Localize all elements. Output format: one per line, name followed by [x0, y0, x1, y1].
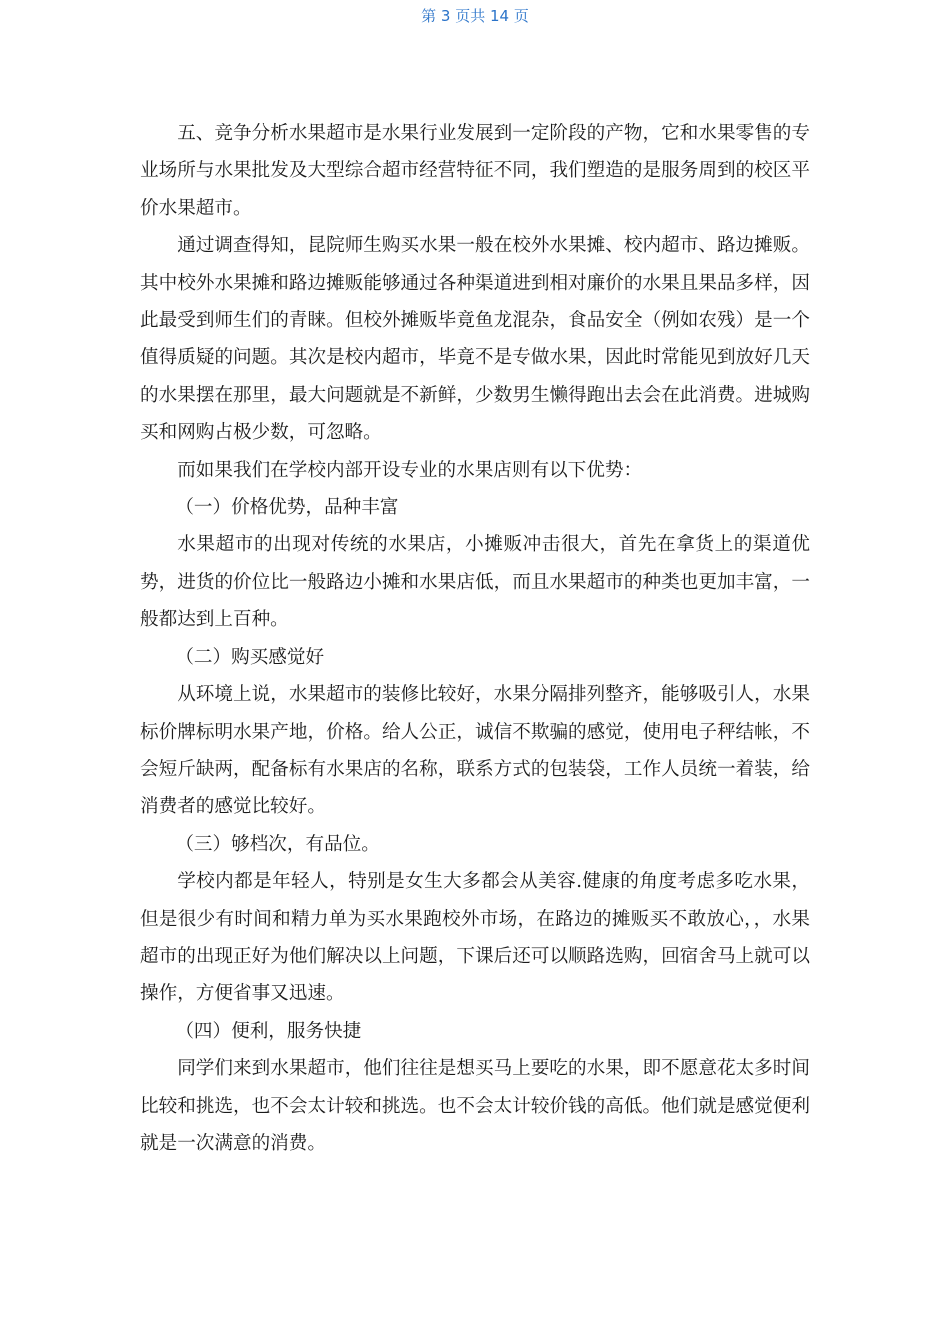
paragraph-survey-findings: 通过调查得知，昆院师生购买水果一般在校外水果摊、校内超市、路边摊贩。其中校外水果摊和路边摊贩能够通过各种渠道进到相对廉价的水果且果品多样，因此最受到师生们的青睐。但校外摊贩毕竟鱼龙混杂，食品安全（例如农残）是一个值得质疑的问题。其次是校内超市，毕竟不是专做水果，因此时常能见到放好几天的水果摆在那里，最大问题就是不新鲜，少数男生懒得跑出去会在此消费。进城购买和网购占极少数，可忽略。 — [140, 235, 810, 444]
section-heading-shopping-experience: （二）购买感觉好 — [175, 646, 325, 668]
paragraph-advantages-intro: 而如果我们在学校内部开设专业的水果店则有以下优势： — [177, 459, 643, 481]
section-heading-price-advantage: （一）价格优势，品种丰富 — [175, 497, 399, 519]
section-heading-quality: （三）够档次，有品位。 — [175, 833, 380, 855]
paragraph-shopping-experience: 从环境上说，水果超市的装修比较好，水果分隔排列整齐，能够吸引人，水果标价牌标明水果产地，价格。给人公正，诚信不欺骗的感觉，使用电子秤结帐，不会短斤缺两，配备标有水果店的名称，联系方式的包装袋，工作人员统一着装，给消费者的感觉比较好。 — [140, 684, 810, 818]
paragraph-quality: 学校内都是年轻人，特别是女生大多都会从美容.健康的角度考虑多吃水果，但是很少有时间和精力单为买水果跑校外市场，在路边的摊贩买不敢放心，，水果超市的出现正好为他们解决以上问题，下课后还可以顺路选购，回宿舍马上就可以操作，方便省事又迅速。 — [140, 871, 810, 1005]
page-indicator: 第 3 页共 14 页 — [421, 7, 529, 25]
document-body — [140, 115, 810, 1162]
paragraph-convenience: 同学们来到水果超市，他们往往是想买马上要吃的水果，即不愿意花太多时间比较和挑选，也不会太计较和挑选。也不会太计较价钱的高低。他们就是感觉便利就是一次满意的消费。 — [140, 1058, 810, 1154]
paragraph-competition-analysis: 五、竞争分析水果超市是水果行业发展到一定阶段的产物，它和水果零售的专业场所与水果批发及大型综合超市经营特征不同，我们塑造的是服务周到的校区平价水果超市。 — [140, 123, 810, 219]
section-heading-convenience: （四）便利，服务快捷 — [175, 1020, 362, 1042]
paragraph-price-advantage: 水果超市的出现对传统的水果店，小摊贩冲击很大，首先在拿货上的渠道优势，进货的价位比一般路边小摊和水果店低，而且水果超市的种类也更加丰富，一般都达到上百种。 — [140, 534, 810, 631]
